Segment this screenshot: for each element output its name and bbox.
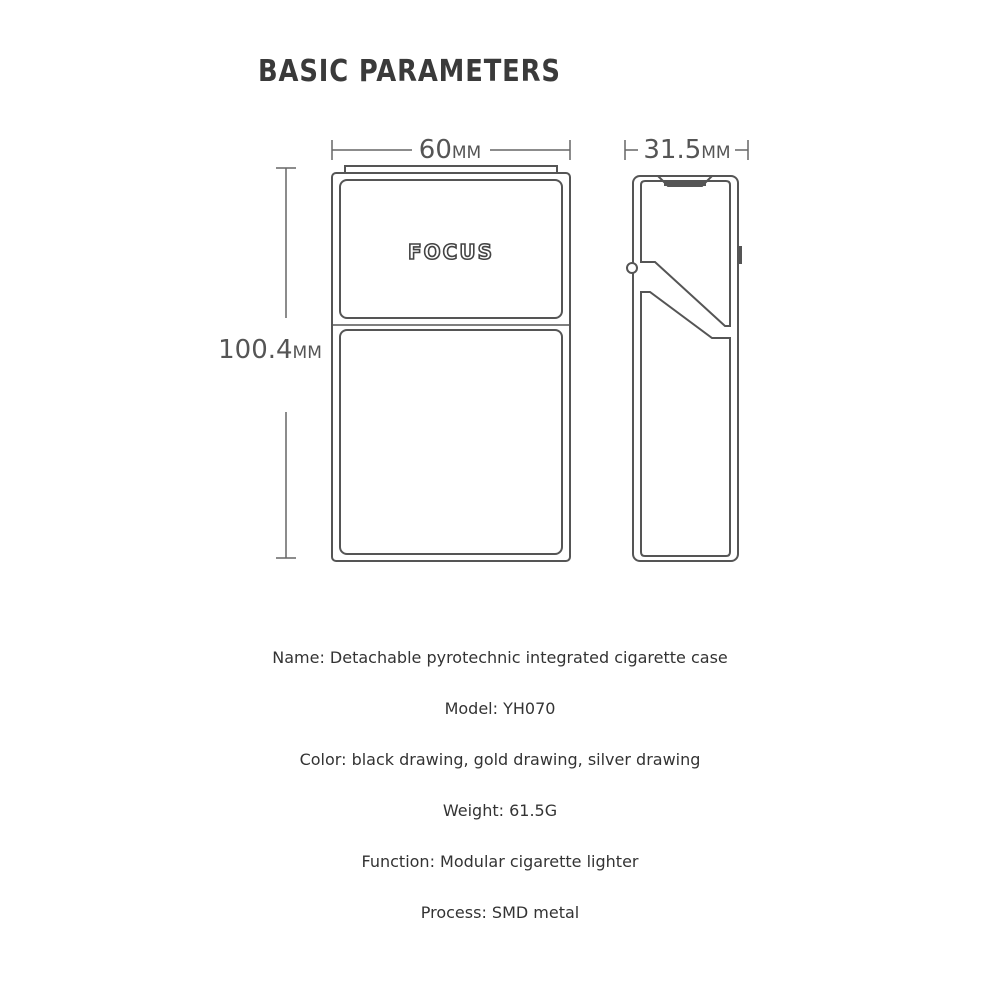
brand-logo: FOCUS <box>408 240 494 264</box>
spec-function: Function: Modular cigarette lighter <box>361 852 639 871</box>
spec-name: Name: Detachable pyrotechnic integrated cigarette case <box>272 648 728 667</box>
depth-value: 31.5 <box>643 135 702 165</box>
side-view <box>627 176 742 561</box>
spec-weight: Weight: 61.5G <box>442 801 558 820</box>
width-value: 60 <box>418 135 452 165</box>
height-unit: MM <box>292 343 322 363</box>
width-unit: MM <box>451 143 482 163</box>
spec-list <box>0 645 1000 951</box>
height-value: 100.4 <box>218 335 293 365</box>
height-label <box>218 335 322 365</box>
spec-model: Model: YH070 <box>444 699 556 718</box>
page-title: BASIC PARAMETERS <box>258 54 561 89</box>
spec-color: Color: black drawing, gold drawing, silver drawing <box>299 750 701 769</box>
depth-label <box>643 135 730 165</box>
depth-unit: MM <box>701 143 731 163</box>
front-view <box>332 166 570 561</box>
spec-process: Process: SMD metal <box>420 903 580 922</box>
width-label <box>419 135 481 165</box>
